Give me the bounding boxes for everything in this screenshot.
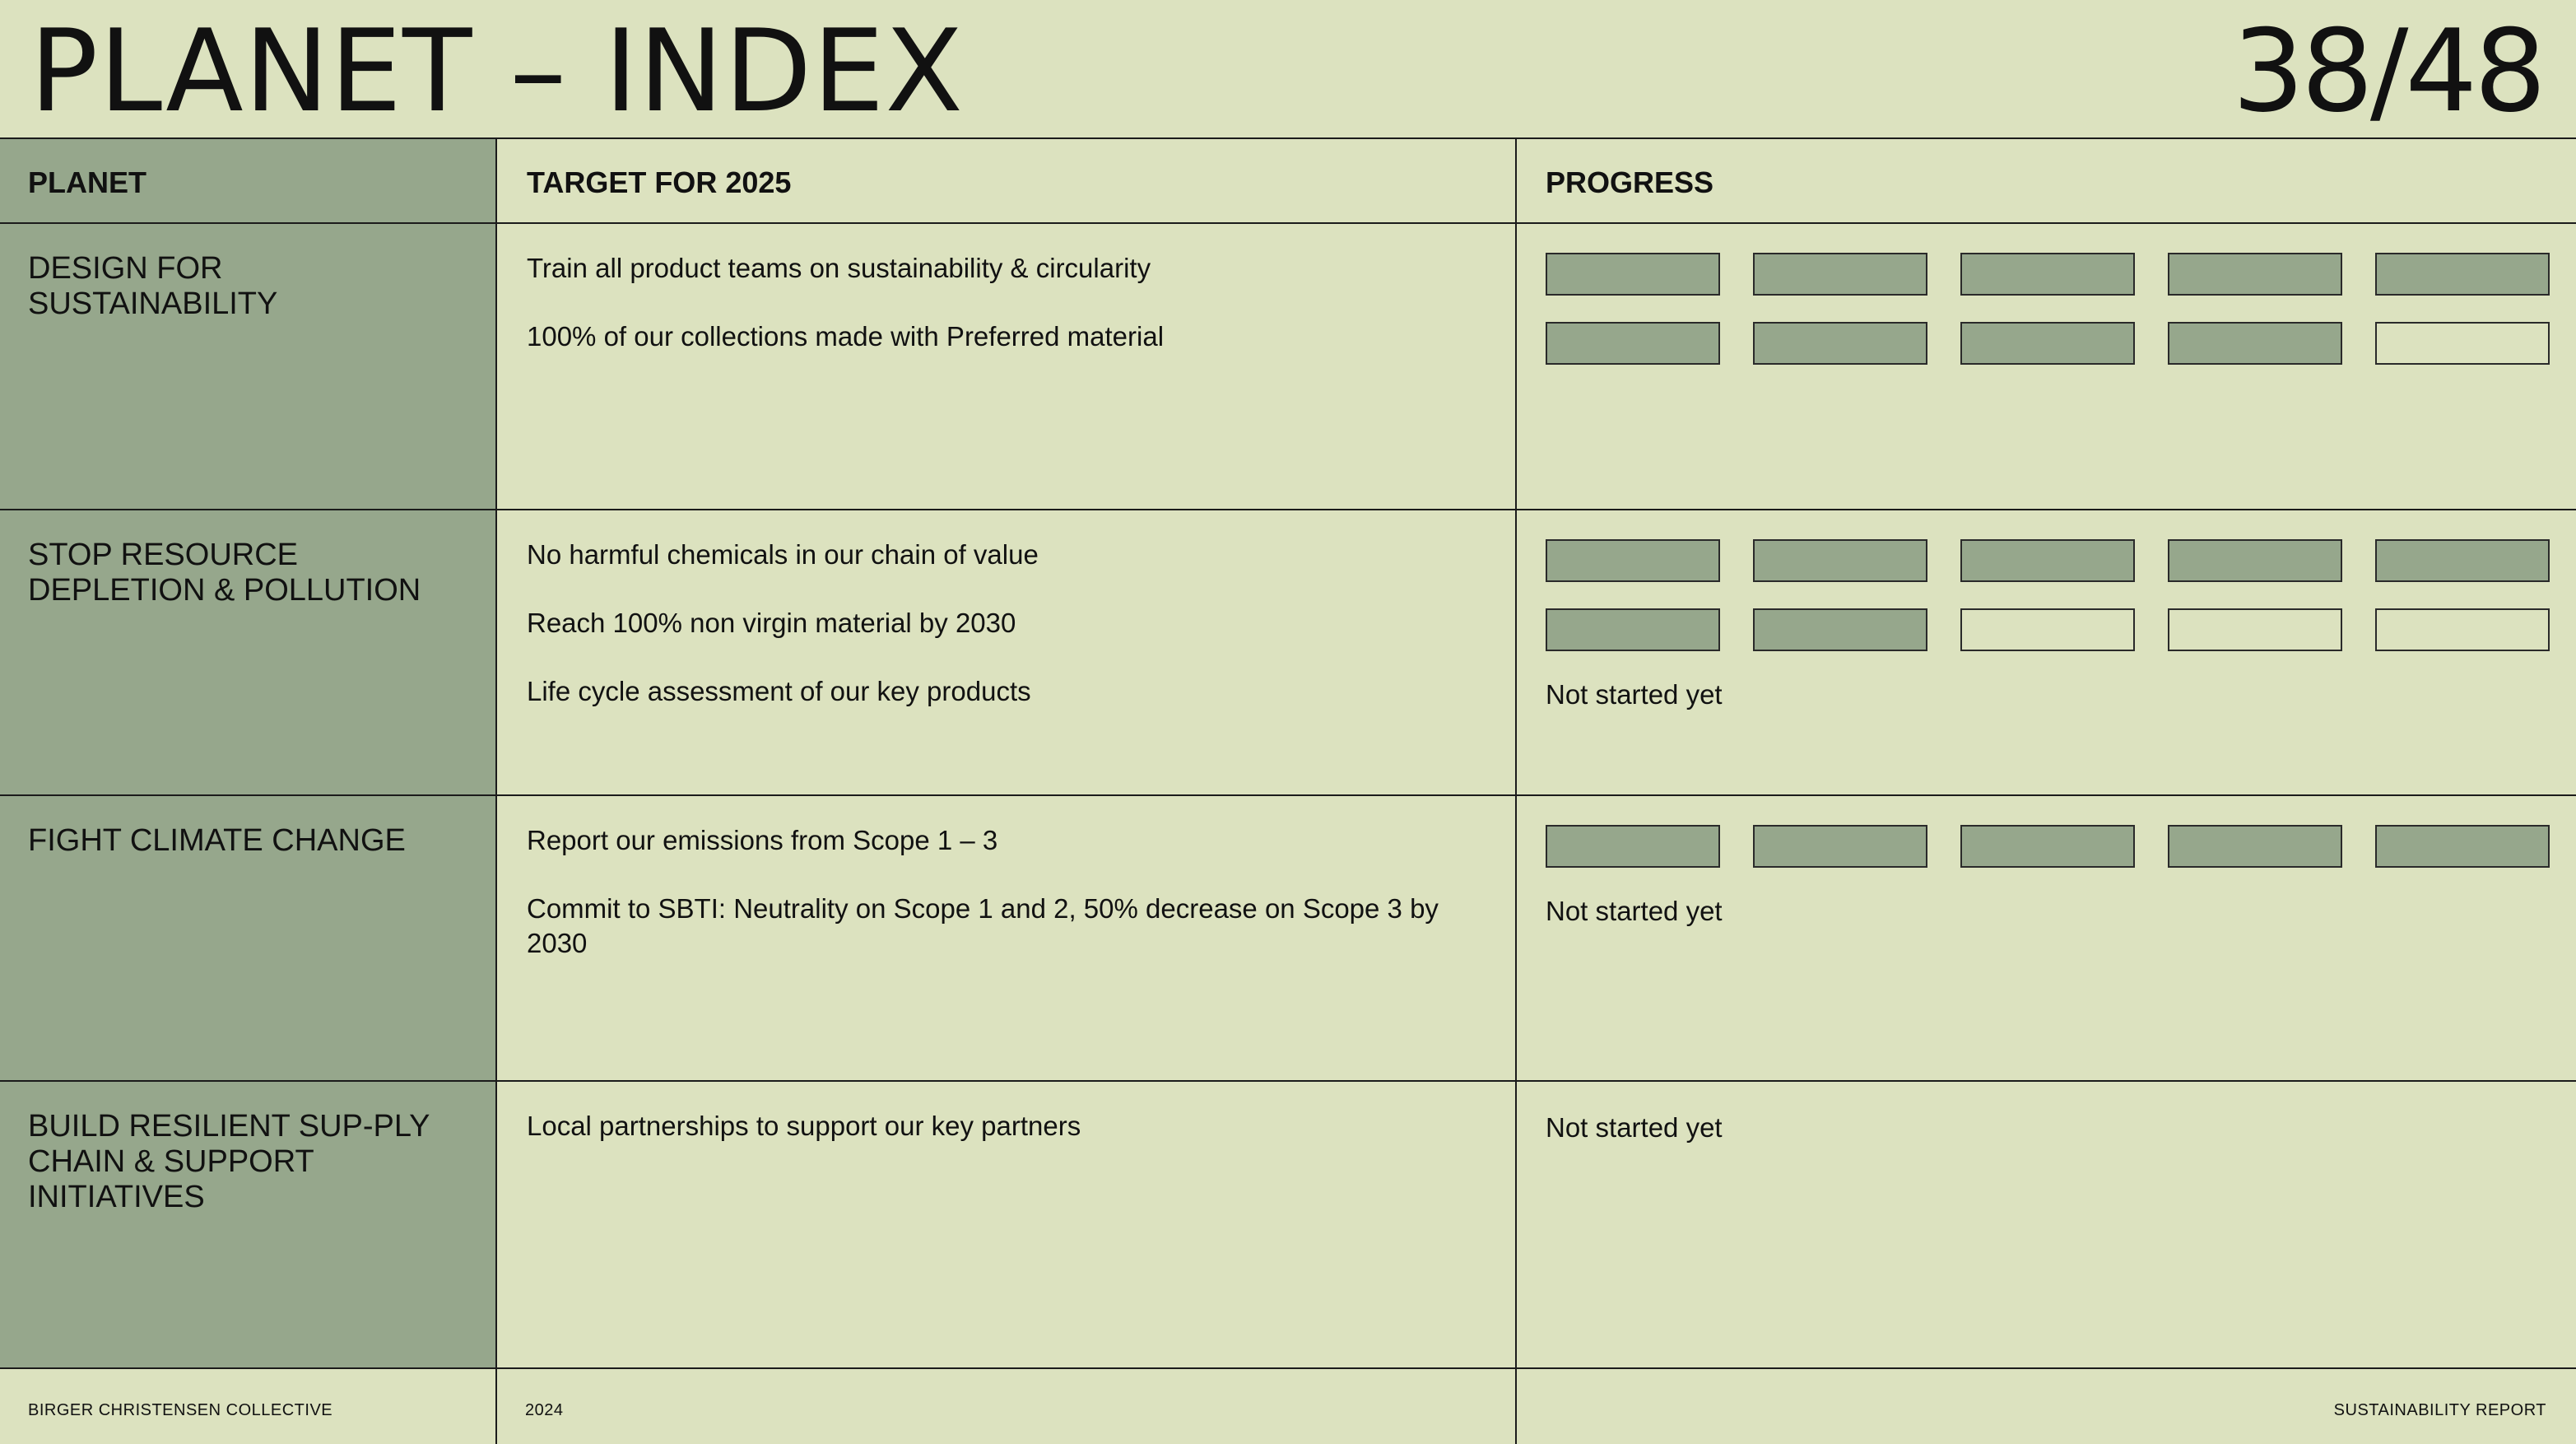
- table-row: [0, 1081, 2576, 1367]
- progress-segment-filled: [1960, 253, 2135, 296]
- progress-segment-empty: [2168, 608, 2342, 651]
- divider-footer: [0, 1367, 2576, 1369]
- target-item: Report our emissions from Scope 1 – 3: [527, 825, 998, 855]
- progress-segment-empty: [1960, 608, 2135, 651]
- target-item: Commit to SBTI: Neutrality on Scope 1 and 2, 50% decrease on Scope 3 by 2030: [527, 893, 1439, 958]
- progress-segment-filled: [2168, 539, 2342, 582]
- progress-cell: [1546, 825, 2550, 963]
- target-item: Life cycle assessment of our key products: [527, 676, 1031, 706]
- progress-segment-filled: [1546, 253, 1720, 296]
- divider-top: [0, 137, 2576, 139]
- progress-segment-empty: [2375, 608, 2550, 651]
- footer-report-title: SUSTAINABILITY REPORT: [2333, 1401, 2546, 1419]
- progress-cell: [1546, 1111, 2550, 1180]
- target-item: Train all product teams on sustainability & circularity: [527, 253, 1151, 283]
- progress-segment-filled: [1753, 825, 1927, 868]
- progress-segment-filled: [1960, 825, 2135, 868]
- target-list: [527, 251, 1498, 388]
- progress-cell: [1546, 253, 2550, 391]
- footer-company: BIRGER CHRISTENSEN COLLECTIVE: [28, 1401, 333, 1419]
- progress-segment-filled: [2375, 825, 2550, 868]
- progress-segment-filled: [2168, 322, 2342, 365]
- target-list: [527, 538, 1498, 743]
- header-planet: PLANET: [28, 165, 146, 199]
- page-title: PLANET – INDEX: [30, 5, 965, 137]
- progress-segment-filled: [1960, 539, 2135, 582]
- target-item: Reach 100% non virgin material by 2030: [527, 608, 1016, 638]
- row-title: BUILD RESILIENT SUP-PLY CHAIN & SUPPORT INITIATIVES: [28, 1109, 430, 1214]
- progress-segment-filled: [2168, 253, 2342, 296]
- table-row: [0, 795, 2576, 1081]
- progress-status-text: Not started yet: [1546, 1112, 1723, 1143]
- progress-segment-filled: [1753, 322, 1927, 365]
- progress-segment-filled: [1546, 608, 1720, 651]
- row-title: STOP RESOURCE DEPLETION & POLLUTION: [28, 538, 421, 608]
- target-list: [527, 823, 1498, 994]
- page-number: 38/48: [2232, 5, 2543, 137]
- table-row: [0, 510, 2576, 795]
- progress-segment-filled: [1546, 825, 1720, 868]
- target-item: No harmful chemicals in our chain of value: [527, 539, 1039, 570]
- target-item: 100% of our collections made with Preferred material: [527, 321, 1165, 352]
- target-list: [527, 1109, 1498, 1177]
- row-title: DESIGN FOR SUSTAINABILITY: [28, 251, 278, 321]
- progress-cell: [1546, 539, 2550, 747]
- progress-segment-filled: [1546, 322, 1720, 365]
- progress-segment-filled: [1960, 322, 2135, 365]
- header-target: TARGET FOR 2025: [527, 165, 792, 199]
- progress-segment-filled: [2375, 253, 2550, 296]
- progress-segment-filled: [1753, 539, 1927, 582]
- table-row: [0, 223, 2576, 509]
- progress-status-text: Not started yet: [1546, 679, 1723, 710]
- progress-line: [1546, 608, 2550, 678]
- progress-segment-empty: [2375, 322, 2550, 365]
- progress-bar-group: [1546, 322, 2550, 365]
- progress-line: [1546, 825, 2550, 894]
- progress-segment-filled: [2375, 539, 2550, 582]
- target-item: Local partnerships to support our key partners: [527, 1111, 1081, 1141]
- progress-line: [1546, 253, 2550, 322]
- progress-bar-group: [1546, 539, 2550, 582]
- row-title: FIGHT CLIMATE CHANGE: [28, 823, 406, 858]
- progress-segment-filled: [1753, 253, 1927, 296]
- progress-line: [1546, 539, 2550, 608]
- progress-segment-filled: [1753, 608, 1927, 651]
- footer-year: 2024: [525, 1401, 564, 1419]
- header-progress: PROGRESS: [1546, 165, 1714, 199]
- progress-bar-group: [1546, 608, 2550, 651]
- progress-line: [1546, 322, 2550, 391]
- progress-bar-group: [1546, 253, 2550, 296]
- progress-segment-filled: [1546, 539, 1720, 582]
- progress-segment-filled: [2168, 825, 2342, 868]
- progress-status-text: Not started yet: [1546, 896, 1723, 926]
- progress-bar-group: [1546, 825, 2550, 868]
